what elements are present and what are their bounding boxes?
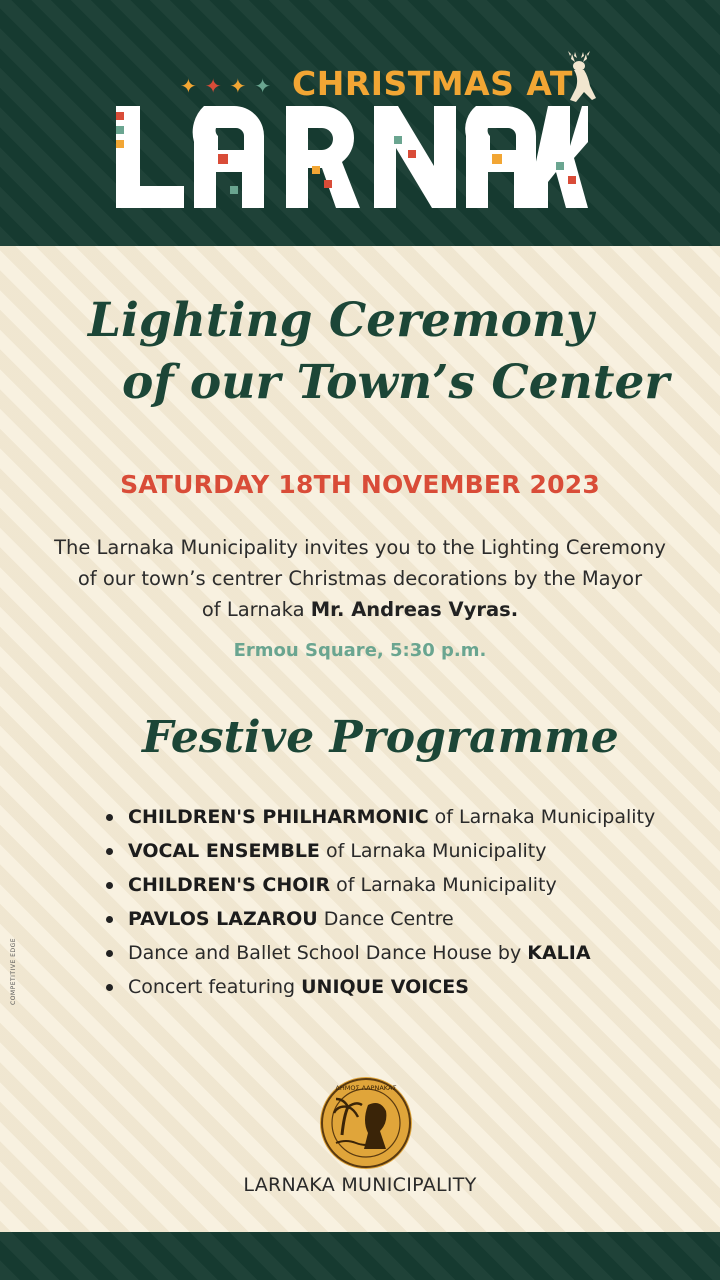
event-title-line-2: of our Town’s Center xyxy=(122,355,670,410)
programme-item-text: of Larnaka Municipality xyxy=(428,806,656,828)
star-icon: ✦ xyxy=(180,74,197,98)
programme-item-text: Concert featuring xyxy=(128,976,302,998)
programme-item xyxy=(104,834,704,868)
footer-band xyxy=(0,1232,720,1280)
invitation-text xyxy=(20,532,700,625)
programme-item xyxy=(104,936,704,970)
larnaka-logo xyxy=(112,106,592,212)
programme-item-text: Dance and Ballet School Dance House by xyxy=(128,942,528,964)
programme-item xyxy=(104,970,704,1004)
seal-text: ΔΗΜΟΣ ΛΑΡΝΑΚΑΣ xyxy=(335,1084,397,1092)
star-icon: ✦ xyxy=(204,74,222,98)
programme-item-highlight: KALIA xyxy=(527,942,591,964)
programme-item-text: of Larnaka Municipality xyxy=(330,874,557,896)
header-subtitle: CHRISTMAS AT xyxy=(292,64,573,103)
reindeer-icon xyxy=(560,50,600,106)
event-venue: Ermou Square, 5:30 p.m. xyxy=(233,640,487,661)
event-date: SATURDAY 18TH NOVEMBER 2023 xyxy=(120,470,600,499)
municipality-seal-icon xyxy=(318,1075,414,1171)
municipality-name: LARNAKA MUNICIPALITY xyxy=(243,1174,477,1196)
programme-item-text: Dance Centre xyxy=(317,908,454,930)
programme-item xyxy=(104,800,704,834)
header-banner xyxy=(0,0,720,246)
programme-title: Festive Programme xyxy=(142,712,619,763)
star-icon: ✦ xyxy=(254,74,272,98)
invitation-line: The Larnaka Municipality invites you to the Lighting Ceremony xyxy=(54,536,666,559)
designer-credit: COMPETITIVE EDGE xyxy=(10,937,17,1005)
event-title xyxy=(0,290,720,420)
invitation-line-text: of Larnaka xyxy=(201,598,305,621)
star-icon: ✦ xyxy=(229,74,247,98)
mayor-name: Mr. Andreas Vyras. xyxy=(310,598,519,621)
decorative-stars xyxy=(180,70,271,102)
programme-item-highlight: CHILDREN'S PHILHARMONIC xyxy=(128,806,429,828)
programme-item-highlight: UNIQUE VOICES xyxy=(301,976,469,998)
programme-item xyxy=(104,902,704,936)
programme-item-text: of Larnaka Municipality xyxy=(319,840,547,862)
programme-item-highlight: VOCAL ENSEMBLE xyxy=(128,840,320,862)
programme-item-highlight: PAVLOS LAZAROU xyxy=(128,908,318,930)
programme-list xyxy=(104,800,704,1004)
programme-item xyxy=(104,868,704,902)
programme-item-highlight: CHILDREN'S CHOIR xyxy=(128,874,331,896)
invitation-line: of our town’s centrer Christmas decorations by the Mayor xyxy=(77,567,643,590)
invitation-line xyxy=(20,594,700,625)
event-title-line-1: Lighting Ceremony xyxy=(88,293,594,348)
